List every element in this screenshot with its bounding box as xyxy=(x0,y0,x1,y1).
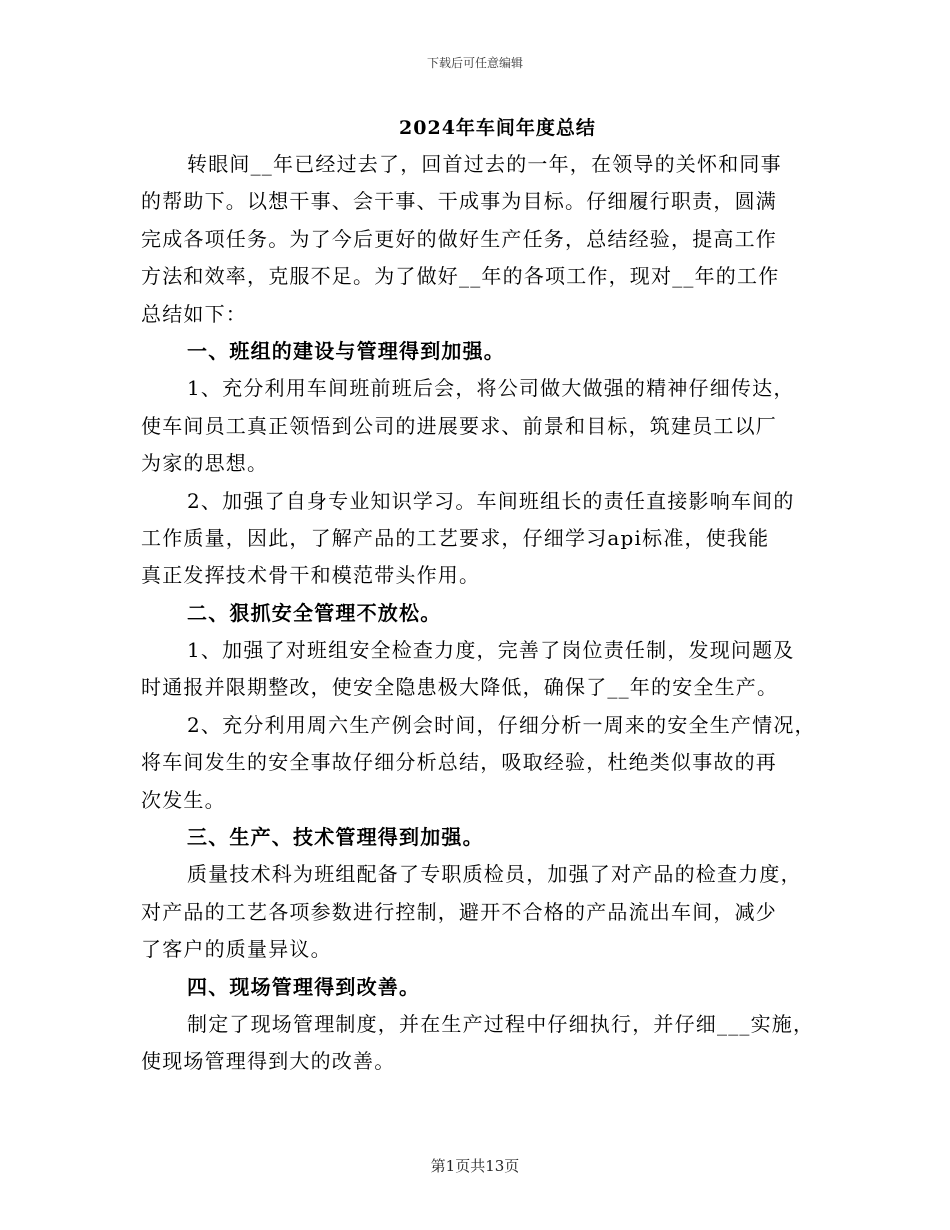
section-heading: 二、狠抓安全管理不放松。 xyxy=(187,600,442,625)
body-line: 的帮助下。以想干事、会干事、干成事为目标。仔细履行职责，圆满 xyxy=(141,189,777,214)
body-line: 总结如下： xyxy=(141,301,247,326)
document-body xyxy=(141,146,817,1081)
body-line: 质量技术科为班组配备了专职质检员，加强了对产品的检查力度， xyxy=(187,862,802,887)
body-line: 完成各项任务。为了今后更好的做好生产任务，总结经验，提高工作 xyxy=(141,226,777,251)
body-line: 将车间发生的安全事故仔细分析总结，吸取经验，杜绝类似事故的再 xyxy=(141,750,777,775)
body-line: 2、加强了自身专业知识学习。车间班组长的责任直接影响车间的 xyxy=(187,488,795,513)
body-line: 对产品的工艺各项参数进行控制，避开不合格的产品流出车间，减少 xyxy=(141,899,777,924)
page-number: 第1页共13页 xyxy=(430,1157,520,1175)
section-heading: 三、生产、技术管理得到加强。 xyxy=(187,825,484,850)
body-line: 真正发挥技术骨干和模范带头作用。 xyxy=(141,563,481,588)
body-line: 转眼间__年已经过去了，回首过去的一年，在领导的关怀和同事 xyxy=(187,152,782,176)
body-line: 方法和效率，克服不足。为了做好__年的各项工作，现对__年的工作 xyxy=(141,264,780,289)
body-line: 1、充分利用车间班前班后会，将公司做大做强的精神仔细传达， xyxy=(187,376,795,401)
body-line: 制定了现场管理制度，并在生产过程中仔细执行，并仔细___实施， xyxy=(187,1011,815,1036)
body-line: 工作质量，因此，了解产品的工艺要求，仔细学习api标准，使我能 xyxy=(141,525,770,550)
body-line: 为家的思想。 xyxy=(141,451,269,476)
body-line: 使车间员工真正领悟到公司的进展要求、前景和目标，筑建员工以厂 xyxy=(141,413,777,438)
body-line: 使现场管理得到大的改善。 xyxy=(141,1049,396,1074)
section-heading: 四、现场管理得到改善。 xyxy=(187,974,421,999)
body-line: 1、加强了对班组安全检查力度，完善了岗位责任制，发现问题及 xyxy=(187,638,795,663)
body-line: 2、充分利用周六生产例会时间，仔细分析一周来的安全生产情况， xyxy=(187,712,816,737)
section-heading: 一、班组的建设与管理得到加强。 xyxy=(187,338,505,363)
document-title: 2024年车间年度总结 xyxy=(399,117,596,139)
body-line: 了客户的质量异议。 xyxy=(141,937,332,962)
body-line: 时通报并限期整改，使安全隐患极大降低，确保了__年的安全生产。 xyxy=(141,675,779,700)
body-line: 次发生。 xyxy=(141,787,226,812)
page-header: 下载后可任意编辑 xyxy=(426,56,523,70)
